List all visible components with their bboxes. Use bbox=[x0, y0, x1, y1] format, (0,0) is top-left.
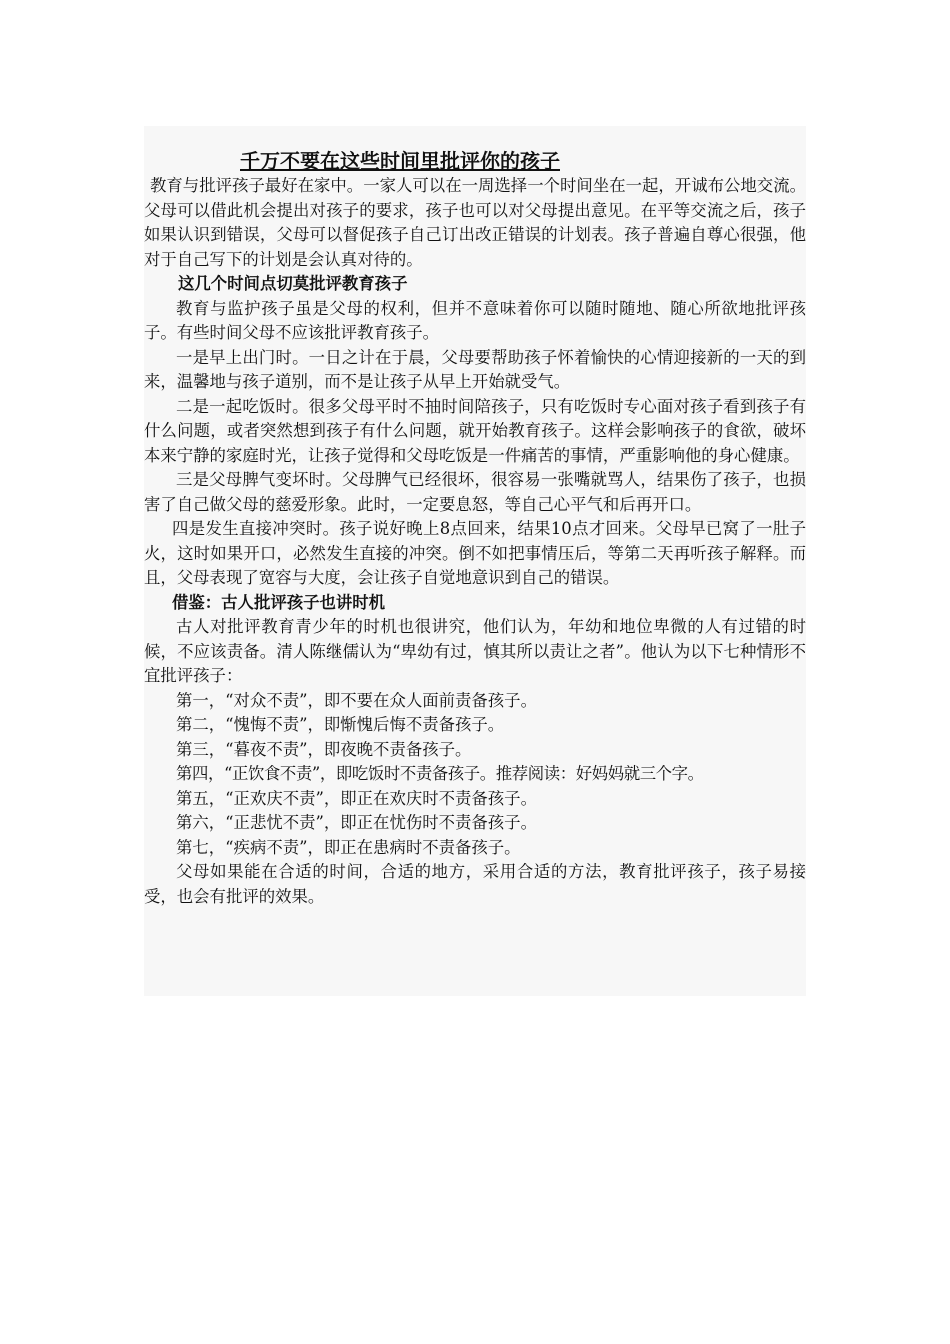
section-heading-1: 这几个时间点切莫批评教育孩子 bbox=[178, 274, 408, 293]
list-item-2: 第二，“愧悔不责”，即惭愧后悔不责备孩子。 bbox=[176, 715, 505, 734]
list-item-3: 第三，“暮夜不责”，即夜晚不责备孩子。 bbox=[176, 739, 472, 759]
section1-paragraph-1: 教育与监护孩子虽是父母的权利，但并不意味着你可以随时随地、随心所欲地批评孩子。有些时间父母不应该批评教育孩子。 bbox=[144, 298, 806, 342]
list-item-7: 第七，“疾病不责”，即正在患病时不责备孩子。 bbox=[176, 837, 521, 857]
list-item-6: 第六，“正悲忧不责”，即正在忧伤时不责备孩子。 bbox=[176, 813, 537, 832]
document-page bbox=[144, 126, 806, 996]
section1-paragraph-3: 二是一起吃饭时。很多父母平时不抽时间陪孩子，只有吃饭时专心面对孩子看到孩子有什么问题，或者突然想到孩子有什么问题，就开始教育孩子。这样会影响孩子的食欲，破坏本来宁静的家庭时光，让孩子觉得和父母吃饭是一件痛苦的事情，严重影响他的身心健康。 bbox=[144, 396, 806, 465]
intro-paragraph: 教育与批评孩子最好在家中。一家人可以在一周选择一个时间坐在一起，开诚布公地交流。父母可以借此机会提出对孩子的要求，孩子也可以对父母提出意见。在平等交流之后，孩子如果认识到错误，父母可以督促孩子自己订出改正错误的计划表。孩子普遍自尊心很强，他对于自己写下的计划是会认真对待的。 bbox=[144, 176, 806, 269]
list-item-5: 第五，“正欢庆不责”，即正在欢庆时不责备孩子。 bbox=[176, 788, 537, 808]
section2-paragraph-1: 古人对批评教育青少年的时机也很讲究，他们认为，年幼和地位卑微的人有过错的时候，不应该责备。清人陈继儒认为“卑幼有过，慎其所以责让之者”。他认为以下七种情形不宜批评孩子： bbox=[144, 617, 806, 685]
section-heading-2: 借鉴：古人批评孩子也讲时机 bbox=[172, 592, 386, 612]
section1-paragraph-5: 四是发生直接冲突时。孩子说好晚上8点回来，结果10点才回来。父母早已窝了一肚子火，这时如果开口，必然发生直接的冲突。倒不如把事情压后，等第二天再听孩子解释。而且，父母表现了宽容与大度，会让孩子自觉地意识到自己的错误。 bbox=[144, 519, 806, 587]
list-item-1: 第一，“对众不责”，即不要在众人面前责备孩子。 bbox=[176, 690, 537, 710]
list-item-4: 第四，“正饮食不责”，即吃饭时不责备孩子。推荐阅读：好妈妈就三个字。 bbox=[176, 764, 704, 783]
section1-paragraph-2: 一是早上出门时。一日之计在于晨，父母要帮助孩子怀着愉快的心情迎接新的一天的到来，温馨地与孩子道别，而不是让孩子从早上开始就受气。 bbox=[144, 347, 806, 391]
document-title: 千万不要在这些时间里批评你的孩子 bbox=[240, 149, 560, 173]
section1-paragraph-4: 三是父母脾气变坏时。父母脾气已经很坏，很容易一张嘴就骂人，结果伤了孩子，也损害了自己做父母的慈爱形象。此时，一定要息怒，等自己心平气和后再开口。 bbox=[144, 470, 806, 514]
closing-paragraph: 父母如果能在合适的时间，合适的地方，采用合适的方法，教育批评孩子，孩子易接受，也会有批评的效果。 bbox=[144, 862, 806, 906]
